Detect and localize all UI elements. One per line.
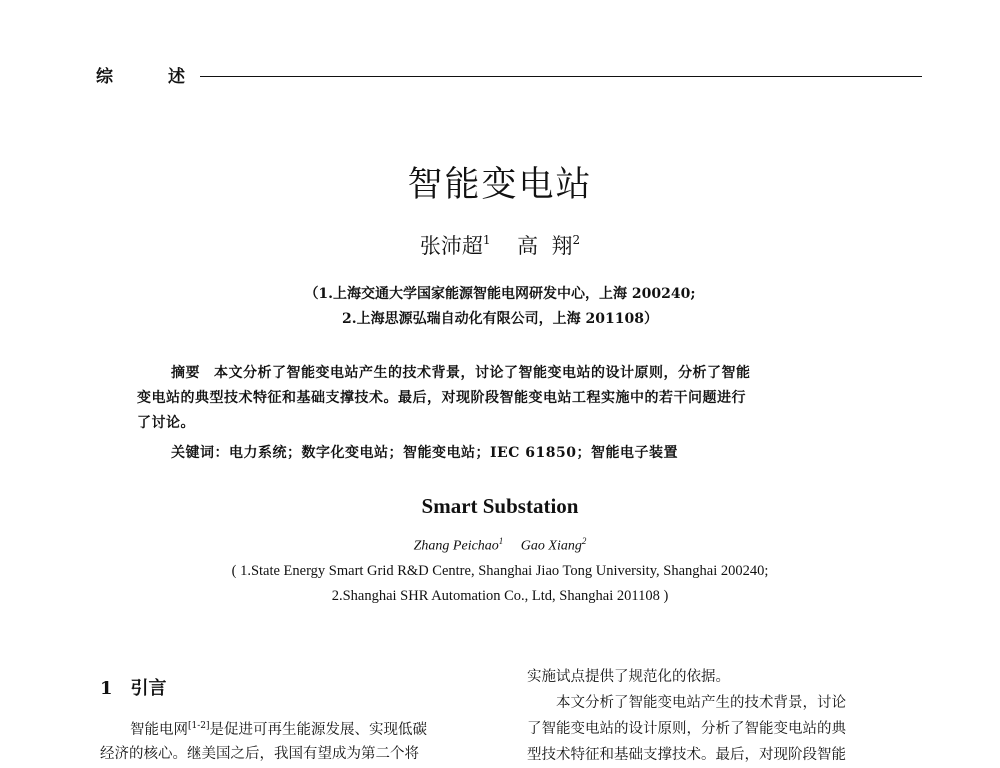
affiliation-cn-1: （1.上海交通大学国家能源智能电网研发中心，上海 200240; [304,286,696,302]
keywords-label: 关键词： [171,445,229,461]
author-name: 张沛超 [419,234,483,258]
affiliation-en-2: 2.Shanghai SHR Automation Co., Ltd, Shanghai 201108 ) [331,588,669,604]
paper-title-cn: 智能变电站 [407,165,593,205]
header-label-right: 述 [168,67,185,87]
author-name: 高 翔 [517,234,573,258]
authors-cn [0,226,1000,260]
author-name-en: Zhang Peichao [413,538,499,554]
section-heading [100,677,167,701]
body-line [130,713,427,743]
body-line: 本文分析了智能变电站产生的技术背景，讨论 [556,695,846,711]
section-title: 引言 [130,678,167,699]
citation-ref: [1-2] [188,721,210,731]
abstract-line: 变电站的典型技术特征和基础支撑技术。最后，对现阶段智能变电站工程实施中的若干问题进行 [137,390,746,406]
author-name-en: Gao Xiang [520,538,582,554]
author-sup-en: 1 [498,536,504,546]
header-label-left: 综 [96,67,113,87]
body-line: 型技术特征和基础支撑技术。最后，对现阶段智能 [527,747,846,763]
abstract-text: 本文分析了智能变电站产生的技术背景，讨论了智能变电站的设计原则，分析了智能 [214,365,751,381]
body-line: 经济的核心。继美国之后，我国有望成为第二个将 [100,746,419,762]
paper-title-en: Smart Substation [421,494,579,518]
author-sup: 1 [482,233,491,247]
author-sup: 2 [572,233,581,247]
section-number: 1 [100,678,113,699]
authors-en [0,531,1000,557]
affiliation-en-1: ( 1.State Energy Smart Grid R&D Centre, Shanghai Jiao Tong University, Shanghai 200240; [231,563,769,579]
header-rule [200,76,922,77]
body-text: 智能电网 [130,722,188,738]
body-text: 是促进可再生能源发展、实现低碳 [209,722,428,738]
keywords-text: 电力系统；数字化变电站；智能变电站；IEC 61850；智能电子装置 [229,445,678,461]
abstract-line: 了讨论。 [137,415,195,431]
body-line: 了智能变电站的设计原则，分析了智能变电站的典 [527,721,846,737]
affiliation-cn-2: 2.上海思源弘瑞自动化有限公司，上海 201108） [342,311,658,327]
abstract-label: 摘要 [171,365,200,381]
body-line: 实施试点提供了规范化的依据。 [527,669,730,685]
abstract-line [137,361,887,385]
author-sup-en: 2 [581,536,587,546]
keywords-line [137,441,887,465]
